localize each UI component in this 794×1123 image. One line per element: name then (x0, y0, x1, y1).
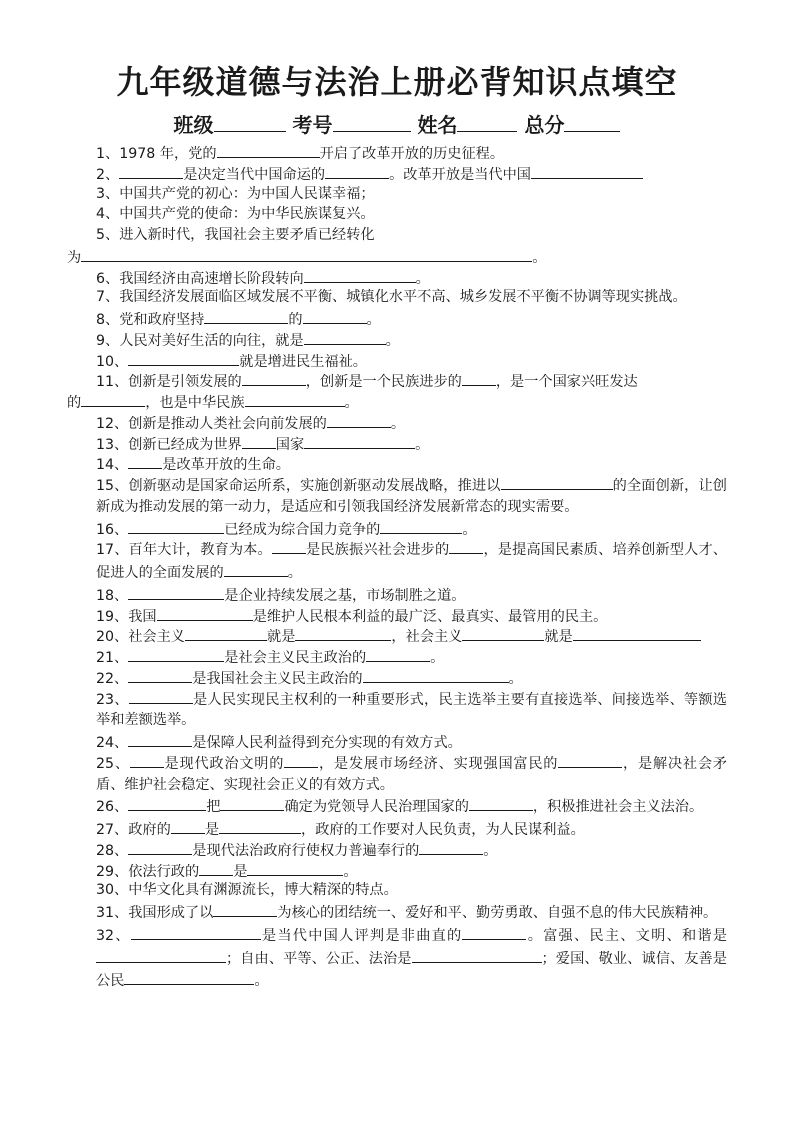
answer-blank[interactable] (213, 901, 277, 917)
answer-blank[interactable] (366, 646, 430, 662)
answer-blank[interactable] (128, 453, 162, 469)
question-18: 18、 是企业持续发展之基，市场制胜之道。 (67, 584, 727, 605)
answer-blank[interactable] (157, 605, 253, 621)
answer-blank[interactable] (128, 795, 206, 811)
answer-blank[interactable] (128, 646, 224, 662)
question-24: 24、 是保障人民利益得到充分实现的有效方式。 (67, 731, 727, 752)
answer-blank[interactable] (462, 924, 526, 940)
answer-blank[interactable] (128, 350, 239, 366)
page-title: 九年级道德与法治上册必背知识点填空 (116, 63, 678, 101)
answer-blank[interactable] (272, 538, 306, 554)
question-28: 28、 是现代法治政府行使权力普遍奉行的 。 (67, 839, 727, 860)
answer-blank[interactable] (217, 142, 320, 158)
answer-blank[interactable] (245, 391, 345, 407)
question-21: 21、 是社会主义民主政治的 。 (67, 646, 727, 667)
class-label: 班级 (173, 113, 214, 137)
question-26: 26、 把 确定为党领导人民治理国家的 ，积极推进社会主义法治。 (67, 795, 727, 818)
question-20: 20、社会主义 就是 ，社会主义 就是 (67, 625, 727, 646)
question-2: 2、 是决定当代中国命运的 。改革开放是当代中国 (67, 163, 727, 184)
answer-blank[interactable] (119, 163, 183, 179)
question-11: 11、创新是引领发展的 ，创新是一个民族进步的 ，是一个国家兴旺发达 (67, 370, 727, 391)
question-10: 10、 就是增进民生福祉。 (67, 350, 727, 371)
answer-blank[interactable] (185, 625, 267, 641)
answer-blank[interactable] (303, 308, 367, 324)
answer-blank[interactable] (573, 625, 701, 641)
question-1: 1、1978 年，党的 开启了改革开放的历史征程。 (67, 142, 727, 163)
answer-blank[interactable] (304, 267, 416, 283)
answer-blank[interactable] (419, 839, 483, 855)
answer-blank[interactable] (304, 433, 415, 449)
question-25: 25、 是现代政治文明的 ，是发展市场经济、实现强国富民的 ，是解决社会矛盾、维护社会稳定、实现社会正义的有效方式。 (67, 752, 727, 796)
question-30: 30、中华文化具有渊源流长，博大精深的特点。 (96, 882, 398, 899)
answer-blank[interactable] (130, 752, 164, 768)
question-5-cont: 为 。 (67, 246, 727, 267)
answer-blank[interactable] (501, 474, 613, 490)
exam-no-field[interactable] (333, 110, 411, 132)
answer-blank[interactable] (128, 518, 224, 534)
question-22: 22、 是我国社会主义民主政治的 。 (67, 667, 727, 688)
question-6: 6、我国经济由高速增长阶段转向 。 (67, 267, 727, 288)
question-list (67, 142, 727, 992)
question-32: 32、 是当代中国人评判是非曲直的 。富强、民主、文明、和谐是；自由、平等、公正、法治是 ；爱国、敬业、诚信、友善是公民 。 (67, 924, 727, 992)
question-4: 4、中国共产党的使命：为中华民族谋复兴。 (96, 206, 375, 223)
answer-blank[interactable] (462, 625, 544, 641)
question-5: 5、进入新时代，我国社会主要矛盾已经转化 (96, 227, 375, 243)
answer-blank[interactable] (412, 947, 542, 963)
answer-blank[interactable] (128, 667, 192, 683)
question-31: 31、我国形成了以 为核心的团结统一、爱好和平、勤劳勇敢、自强不息的伟大民族精神。 (67, 901, 727, 924)
answer-blank[interactable] (558, 752, 622, 768)
answer-blank[interactable] (220, 795, 284, 811)
answer-blank[interactable] (325, 163, 389, 179)
answer-blank[interactable] (224, 561, 288, 577)
name-field[interactable] (457, 110, 517, 132)
score-field[interactable] (564, 110, 620, 132)
question-16: 16、 已经成为综合国力竞争的 。 (67, 518, 727, 539)
answer-blank[interactable] (242, 433, 276, 449)
question-7: 7、我国经济发展面临区域发展不平衡、城镇化水平不高、城乡发展不平衡不协调等现实挑战。 (96, 289, 687, 306)
answer-blank[interactable] (462, 370, 496, 386)
answer-blank[interactable] (128, 731, 192, 747)
question-17: 17、百年大计，教育为本。 是民族振兴社会进步的 ，是提高国民素质、培养创新型人才、促进人的全面发展的 。 (67, 538, 727, 584)
answer-blank[interactable] (129, 688, 193, 704)
answer-blank[interactable] (128, 839, 192, 855)
answer-blank[interactable] (128, 584, 224, 600)
question-29: 29、依法行政的 是 。 (67, 860, 727, 881)
answer-blank[interactable] (327, 412, 391, 428)
answer-blank[interactable] (81, 391, 145, 407)
answer-blank[interactable] (284, 752, 318, 768)
question-14: 14、 是改革开放的生命。 (67, 453, 727, 474)
answer-blank[interactable] (363, 667, 509, 683)
answer-blank[interactable] (380, 518, 462, 534)
question-11-cont: 的 ，也是中华民族 。 (67, 391, 727, 412)
question-19: 19、我国 是维护人民根本利益的最广泛、最真实、最管用的民主。 (67, 605, 727, 626)
name-label: 姓名 (417, 113, 458, 137)
answer-blank[interactable] (81, 246, 532, 262)
score-label: 总分 (524, 113, 565, 137)
question-3: 3、中国共产党的初心：为中国人民谋幸福； (96, 185, 375, 202)
exam-no-label: 考号 (292, 113, 333, 137)
answer-blank[interactable] (199, 860, 233, 876)
answer-blank[interactable] (204, 308, 288, 324)
answer-blank[interactable] (96, 947, 226, 963)
answer-blank[interactable] (531, 163, 643, 179)
class-field[interactable] (214, 110, 286, 132)
answer-blank[interactable] (304, 329, 386, 345)
answer-blank[interactable] (124, 969, 254, 985)
answer-blank[interactable] (295, 625, 391, 641)
answer-blank[interactable] (171, 818, 205, 834)
student-info-row (0, 110, 794, 140)
answer-blank[interactable] (242, 370, 306, 386)
question-23: 23、 是人民实现民主权利的一种重要形式，民主选举主要有直接选举、间接选举、等额选举和差额选举。 (67, 688, 727, 732)
question-8: 8、党和政府坚持 的 。 (67, 308, 727, 329)
question-12: 12、创新是推动人类社会向前发展的 。 (67, 412, 727, 433)
question-27: 27、政府的 是 ，政府的工作要对人民负责，为人民谋利益。 (67, 818, 727, 839)
answer-blank[interactable] (469, 795, 533, 811)
question-13: 13、创新已经成为世界 国家 。 (67, 433, 727, 454)
answer-blank[interactable] (247, 860, 343, 876)
answer-blank[interactable] (131, 924, 261, 940)
question-15: 15、创新驱动是国家命运所系，实施创新驱动发展战略，推进以 的全面创新，让创新成为推动发展的第一动力，是适应和引领我国经济发展新常态的现实需要。 (67, 474, 727, 518)
answer-blank[interactable] (449, 538, 483, 554)
answer-blank[interactable] (219, 818, 301, 834)
question-9: 9、人民对美好生活的向往，就是 。 (67, 329, 727, 350)
